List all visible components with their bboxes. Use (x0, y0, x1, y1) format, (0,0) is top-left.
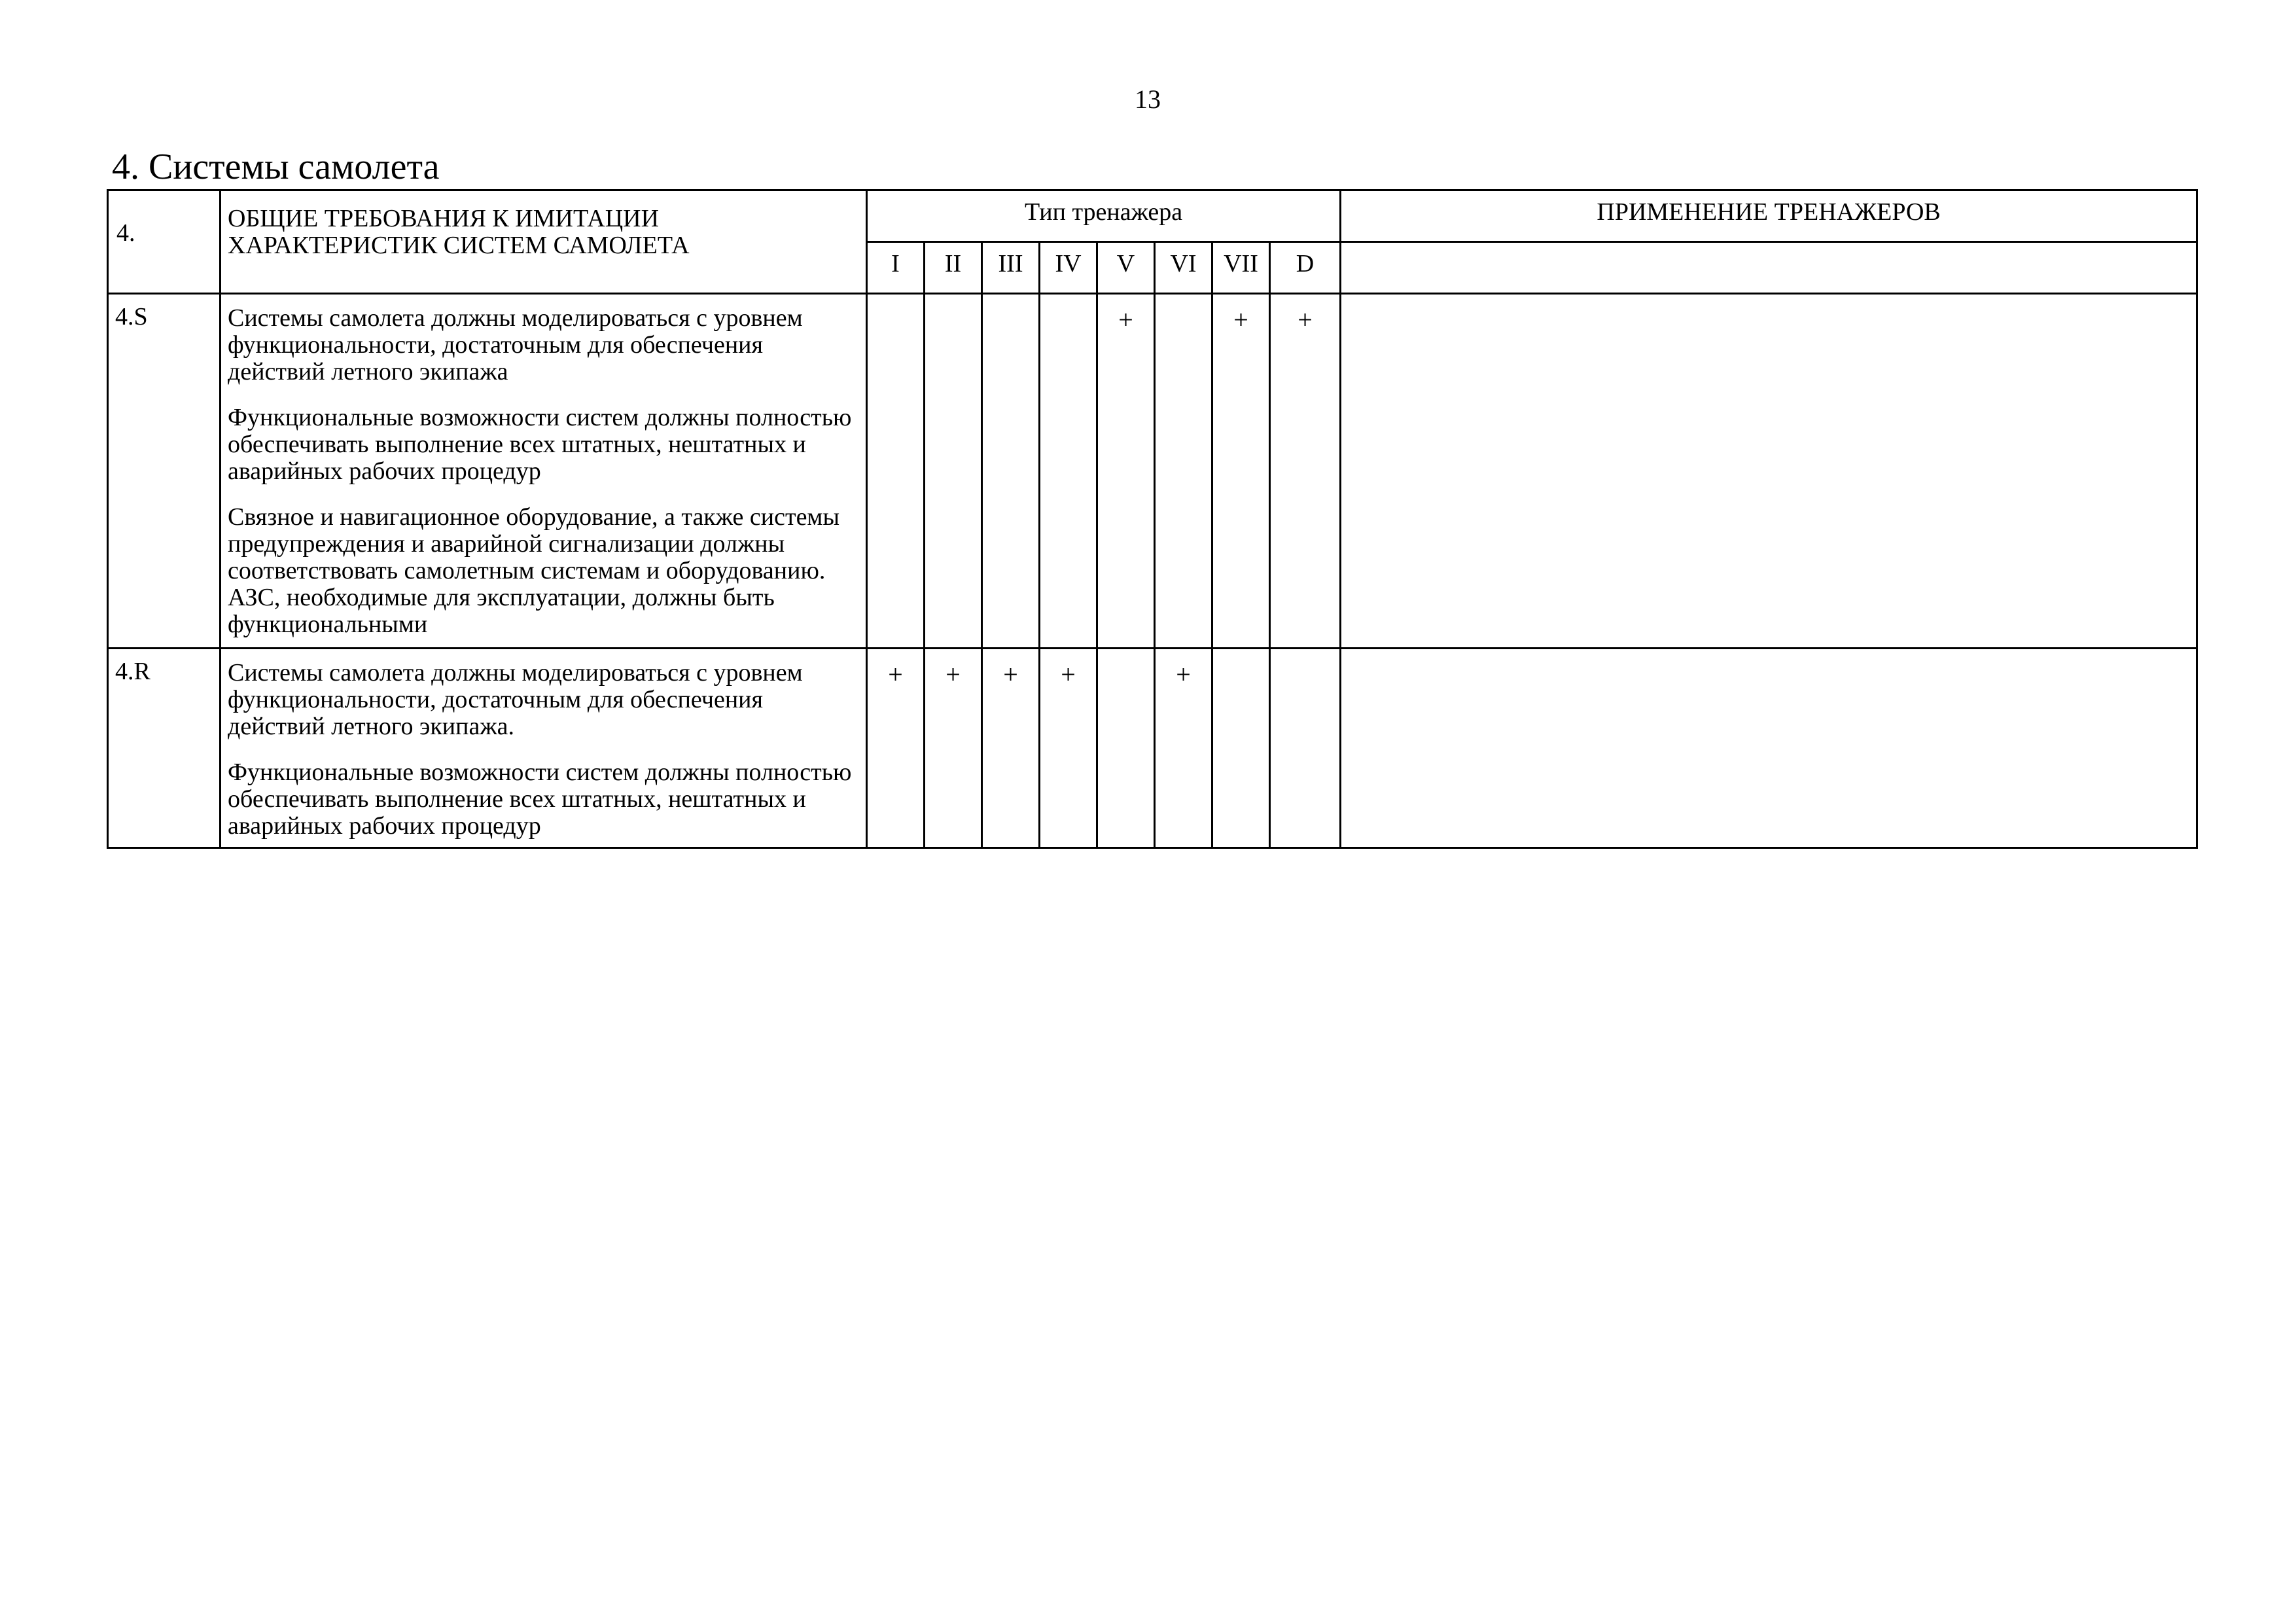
requirement-paragraph: Системы самолета должны моделироваться с уровнем функциональности, достаточным для обеспечения действий летного экипажа (228, 304, 803, 385)
requirement-paragraph: Системы самолета должны моделироваться с уровнем функциональности, достаточным для обеспечения действий летного экипажа. (228, 659, 803, 740)
application-cell (1341, 294, 2197, 649)
page-number: 13 (1135, 84, 1161, 114)
header-type-vii: VII (1212, 242, 1270, 294)
table-row-4s (108, 294, 2197, 649)
requirement-paragraph: Функциональные возможности систем должны полностью обеспечивать выполнение всех штатных, нештатных и аварийных рабочих процедур (228, 758, 852, 840)
requirement-paragraph: Связное и навигационное оборудование, а также системы предупреждения и аварийной сигнализации должны соответствовать самолетным системам и оборудованию. АЗС, необходимые для эксплуатации, должны быть функциональными (228, 503, 840, 638)
header-type-ii: II (925, 242, 982, 294)
header-type-i: I (867, 242, 925, 294)
application-cell (1341, 649, 2197, 848)
mark-type-vi (1155, 294, 1212, 649)
mark-type-vii: + (1212, 294, 1270, 649)
mark-type-iv: + (1040, 649, 1097, 848)
mark-type-d: + (1270, 294, 1341, 649)
mark-type-ii: + (925, 649, 982, 848)
mark-type-ii (925, 294, 982, 649)
requirements-table (107, 189, 2198, 849)
mark-type-iii (982, 294, 1040, 649)
mark-type-i: + (867, 649, 925, 848)
header-type-d: D (1270, 242, 1341, 294)
header-type-iv: IV (1040, 242, 1097, 294)
mark-type-i (867, 294, 925, 649)
mark-type-iii: + (982, 649, 1040, 848)
mark-type-v (1097, 649, 1155, 848)
header-type-iii: III (982, 242, 1040, 294)
mark-type-vi: + (1155, 649, 1212, 848)
section-title: 4. Системы самолета (112, 147, 440, 187)
mark-type-d (1270, 649, 1341, 848)
mark-type-vii (1212, 649, 1270, 848)
mark-type-v: + (1097, 294, 1155, 649)
header-number: 4. (108, 190, 221, 294)
header-type-v: V (1097, 242, 1155, 294)
row-requirement-text (221, 649, 867, 848)
row-number: 4.S (108, 294, 221, 649)
requirement-paragraph: Функциональные возможности систем должны полностью обеспечивать выполнение всех штатных, нештатных и аварийных рабочих процедур (228, 404, 852, 485)
header-application-blank (1341, 242, 2197, 294)
mark-type-iv (1040, 294, 1097, 649)
header-simulator-type: Тип тренажера (867, 190, 1341, 242)
header-type-vi: VI (1155, 242, 1212, 294)
header-requirements-title: ОБЩИЕ ТРЕБОВАНИЯ К ИМИТАЦИИ ХАРАКТЕРИСТИК СИСТЕМ САМОЛЕТА (221, 190, 867, 294)
table-row-4r (108, 649, 2197, 848)
row-number: 4.R (108, 649, 221, 848)
row-requirement-text (221, 294, 867, 649)
header-simulator-application: ПРИМЕНЕНИЕ ТРЕНАЖЕРОВ (1341, 190, 2197, 242)
